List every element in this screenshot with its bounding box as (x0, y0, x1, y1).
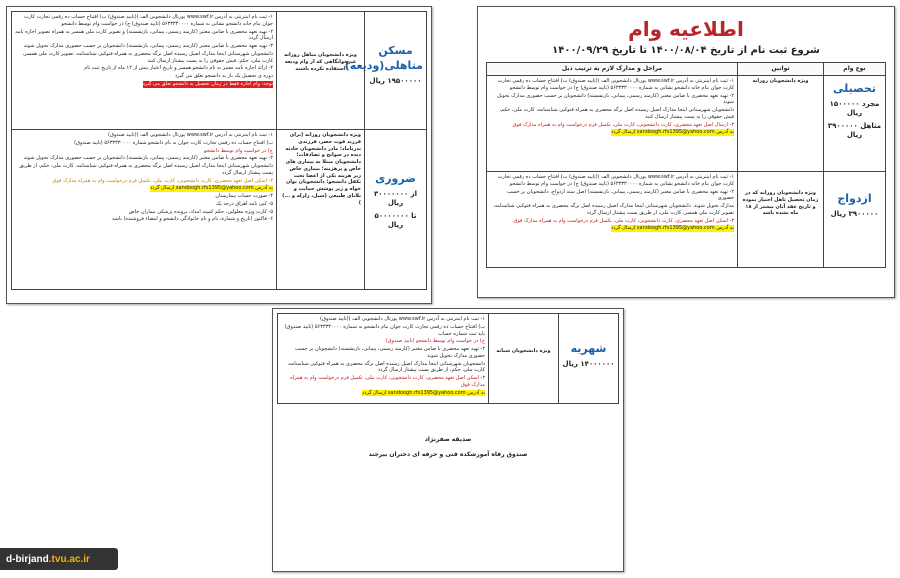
step-text: ۵- کارت ویژه معلولین، حکم کمیته امداد، پرونده پزشکی بیماران خاص (128, 208, 273, 215)
step-text: ۲- تهیه تعهد محضری با ضامن معتبر (کارمند رسمی، پیمانی، بازنشسته) و تصویر کارت ملی همسر به همراه تصویر اجاره نامه ارسال گردد (15, 28, 273, 42)
step-text: مدارک تحویل شوند. دانشجویان شهرستانی اینجا مدارک اصیل رسیده اصل برگه محضری به همراه فتوکپی شناسنامه، تصویر کارت ملی همسر، کارت ملی، از طریق پست پیشتاز ارسال گردد (493, 203, 734, 216)
step-text: دانشجویان شهرستانی اینجا مدارک اصیل رسیده اصل برگه محضری به همراه فتوکپی شناسنامه، کارت ملی، حکم، از طریق پست پیشتاز ارسال گردد (19, 163, 273, 176)
registration-dates: شروع ثبت نام از تاریخ ۱۴۰۰/۰۸/۰۴ تا تاریخ ۱۴۰۰/۰۹/۲۹ (552, 45, 820, 56)
loan-table (486, 62, 886, 268)
step-text: ۱- ثبت نام اینترنتی به آدرس www.swf.ir پورتال دانشجویی الف )(تایید صندوق) ب) افتتاح حساب ده رقمی تجارت کارت جوان بنام خانه دانشجو نشانی به شماره ۵۶۳۳۳۳۰۰۰۰ (تایید صندوق) ج) در خواست وام توسط دانشجو (23, 14, 273, 27)
header-eligibility: ثوانین (738, 63, 824, 76)
loan-amount: تا ۵۰۰۰۰۰۰۰ ریال (374, 211, 417, 230)
badge-suffix: .tvu.ac.ir (48, 553, 90, 565)
organization-name: صندوق رفاه آموزشکده فنی و حرفه ای دختران بیرجند (368, 451, 528, 458)
header-steps: مراحل و مدارک لازم به ترتیب ذیل (487, 63, 738, 76)
step-text: ۴- صورت حساب بیمارستان (215, 193, 273, 199)
step-text: ۲- تهیه تعهد محضری با ضامن معتبر (کارمند رسمی، پیمانی، بازنشسته) دانشجویان بر حسب حضوری مدارک تحویل شوند (295, 346, 485, 359)
announcement-title: اطلاعیه وام (628, 17, 744, 41)
loan-type-name: مسکن متاهلی(ودیعه) (344, 44, 423, 72)
step-text: ۲- تهیه تعهد محضری با ضامن معتبر (کارمند رسمی، پیمانی، بازنشسته) اصل سند ازدواج، دانشجویان بر حسب حضوری (506, 188, 734, 202)
loan-announcement-page (477, 6, 895, 298)
loan-amount: ۱۹۵۰۰۰۰۰ ریال (369, 76, 422, 85)
step-text: ج) در خواست وام توسط دانشجو (203, 147, 273, 154)
step-text: ۴- ارائه اجاره نامه معتبر به نام دانشجو همسر و تاریخ اعتبار بیش از ۱۲ ماه از تاریخ ثبت نام (84, 65, 273, 72)
site-badge (0, 548, 118, 570)
loan-type-name: ازدواج (837, 192, 872, 206)
step-text: ۲- تهیه تعهد محضری با ضامن معتبر (کارمند رسمی، پیمانی، بازنشسته) دانشجویان بر حسب حضوری مدارک تحویل شوند (23, 155, 273, 162)
loan-amount: مجرد ۱۵۰۰۰۰۰ ریال (829, 99, 880, 118)
step-text: ۳- اسکن اصل تعهد محضری، کارت دانشجویی، کارت ملی، تکمیل فرم درخواست وام به همراه مدارک فوق (513, 217, 734, 224)
table-row (12, 130, 427, 290)
eligibility-text: ویژه دانشجویان روزانه که در زمان تحصیل تاهل اختیار نموده و تاریخ عقد آنان بیشتر از ۱۸ ماه نشده باشد (738, 172, 824, 268)
loan-table (11, 11, 427, 290)
step-text: ۵- کپی نامه اهراق درجه یک (215, 200, 273, 207)
step-text: به آدرس sandoogh.rfs1395@yahoo.com ارسال گردد (361, 389, 485, 396)
step-text: ۲- تهیه تعهد محضری با ضامن معتبر (کارمند رسمی، پیمانی، بازنشسته) دانشجویان بر حسب حضوری مدارک تحویل شوند (497, 92, 734, 106)
step-text: ۳- ارسال اصل تعهد محضری، کارت دانشجویی، کارت ملی، تکمیل فرم درخواست وام به همراه مدارک فوق (512, 121, 734, 128)
loan-amount: از ۳۰۰۰۰۰۰۰ ریال (373, 189, 418, 208)
step-text: ۱- ثبت نام اینترنتی به آدرس www.swf.ir پورتال دانشجویی الف )(تایید صندوق) ب) افتتاح حساب ده رقمی تجارت کارت جوان بنام خانه دانشجو نشانی به شماره ۵۶۳۳۳۳۰۰۰۰ (تایید صندوق) ج) در خواست وام توسط دانشجو (497, 78, 734, 91)
eligibility-text: ویژه دانشجویان روزانه (738, 76, 824, 172)
step-text: به آدرس sandoogh.rfs1395@yahoo.com ارسال گردد (610, 225, 734, 232)
header-loan-type: نوع وام (824, 63, 886, 76)
step-text: ۶- فاکتور (تاریخ و شماره، نام و نام خانوادگی دانشجو و امضاء فروشنده) باشد (112, 216, 273, 223)
steps-cell (487, 76, 738, 172)
loan-amount: متاهل ۳۹۰۰۰۰۰ ریال (827, 121, 882, 140)
warning-note: توجه: وام اجاره فقط در زمان تحصیل به دانشجو تعلق می گیرد (142, 80, 273, 87)
step-text: ۱- ثبت نام اینترنتی به آدرس www.swf.ir پورتال دانشجویی الف )(تایید صندوق) (320, 316, 485, 322)
step-text: ۳- اسکن اصل تعهد محضری، کارت دانشجویی، کارت ملی، تکمیل فرم درخواست وام به همراه مدارک فوق (52, 177, 273, 184)
steps-cell (487, 172, 738, 268)
step-text: دوره ی تحصیل یک بار به دانشجو تعلق می گیرد (174, 73, 273, 79)
table-row (12, 12, 427, 130)
step-text: به آدرس sandoogh.rfs1395@yahoo.com ارسال گردد (610, 129, 734, 136)
table-row (278, 314, 619, 404)
badge-prefix: d-birjand (6, 553, 49, 565)
step-text: دانشجویان شهرستانی اینجا مدارک اصیل رسیده اصل برگه محضری به همراه فتوکپی شناسنامه، تصویر کارت ملی همسر، کارت ملی، حکم، فیش حقوقی را به پست پیشتاز ارسال کنند (22, 50, 273, 64)
step-text: دانشجویان شهرستانی اینجا مدارک اصیل رسیده اصل برگه محضری به همراه فتوکپی شناسنامه، کارت ملی، حکم، از طریق پست پیشتاز ارسال گردد (287, 360, 485, 374)
step-text: ۳- تهیه تعهد محضری با ضامن معتبر (کارمند رسمی، پیمانی، بازنشسته) دانشجویان بر حسب حضوری مدارک تحویل شوند (23, 43, 273, 49)
table-row (487, 76, 886, 172)
step-text: دانشجویان شهرستانی اینجا مدارک اصیل رسیده اصل برگه محضری به همراه فتوکپی شناسنامه، کارت ملی، حکم، فیش حقوقی را به پست پیشتاز ارسال کنند (499, 107, 734, 120)
loan-table (277, 313, 619, 404)
loan-type-name: ضروری (375, 172, 416, 185)
eligibility-text: ویژه دانشجویان شبانه (489, 314, 559, 404)
tuition-loan-page (272, 308, 624, 572)
loan-type-name: تحصیلی (832, 82, 876, 96)
step-text: ۳- اسکن اصل تعهد محضری، کارت دانشجویی، کارت ملی، تکمیل فرم درخواست وام به همراه مدارک فوق (290, 375, 485, 388)
steps-cell (12, 130, 277, 290)
eligibility-text: ویژه دانشجویان متاهل روزانه غیرخوابگاهی که از وام ودیعه استفاده نکرده باشند (277, 12, 365, 130)
step-text: ۱- ثبت نام اینترنتی به آدرس www.swf.ir پورتال دانشجویی الف )(تایید صندوق) (108, 132, 273, 138)
steps-cell (278, 314, 489, 404)
step-text: ب) افتتاح حساب ده رقمی تجارت کارت جوان بنام دانشجو به شماره ۵۶۳۳۳۳۰۰۰۰ (تایید صندوق) باید ثبت شماره حساب (284, 323, 485, 337)
loan-details-page (6, 6, 432, 304)
table-row (487, 172, 886, 268)
step-text: ج) در خواست وام توسط دانشجو (تایید صندوق) (385, 338, 485, 345)
step-text: به آدرس sandoogh.rfs1395@yahoo.com ارسال گردد (149, 185, 273, 192)
loan-type-name: شهریه (570, 342, 607, 355)
step-text: ۱- ثبت نام اینترنتی به آدرس www.swf.ir پورتال دانشجویی الف )(تایید صندوق) ب) افتتاح حساب ده رقمی تجارت کارت جوان بنام خانه دانشجو نشانی به شماره ۵۶۳۳۳۳۰۰۰۰ (تایید صندوق) ج) در خواست وام توسط دانشجو (497, 174, 734, 187)
steps-cell (12, 12, 277, 130)
signer-name: صدیقه صفرنژاد (424, 436, 472, 443)
eligibility-text: ویژه دانشجویان روزانه (برای فرزند فوت حصر، فرزندی بدرباماد؛ مادر دانشجویان حادثه دیده در سوانح و تصادفات؛ دانشجویان مبتلا به بیماری های خاص و پرهزینه؛ بیماری خاص زیر هزینه یکی از اعضا تحت تکفل دانشجو؛ دانشجویان توان خواه و زیر پوشش حمایت و بلایای طبیعی (سیل، زلزله و ...) ) (277, 130, 365, 290)
loan-amount: ۳۹۰۰۰۰۰ ریال (830, 209, 879, 218)
step-text: ب) افتتاح حساب ده رقمی تجارت کارت جوان به نام دانشجو شماره ۵۶۳۳۳۳۰۰۰۰ (تایید صندوق) (74, 139, 273, 146)
loan-amount: ۱۴۰۰۰۰۰۰ ریال (562, 359, 615, 368)
